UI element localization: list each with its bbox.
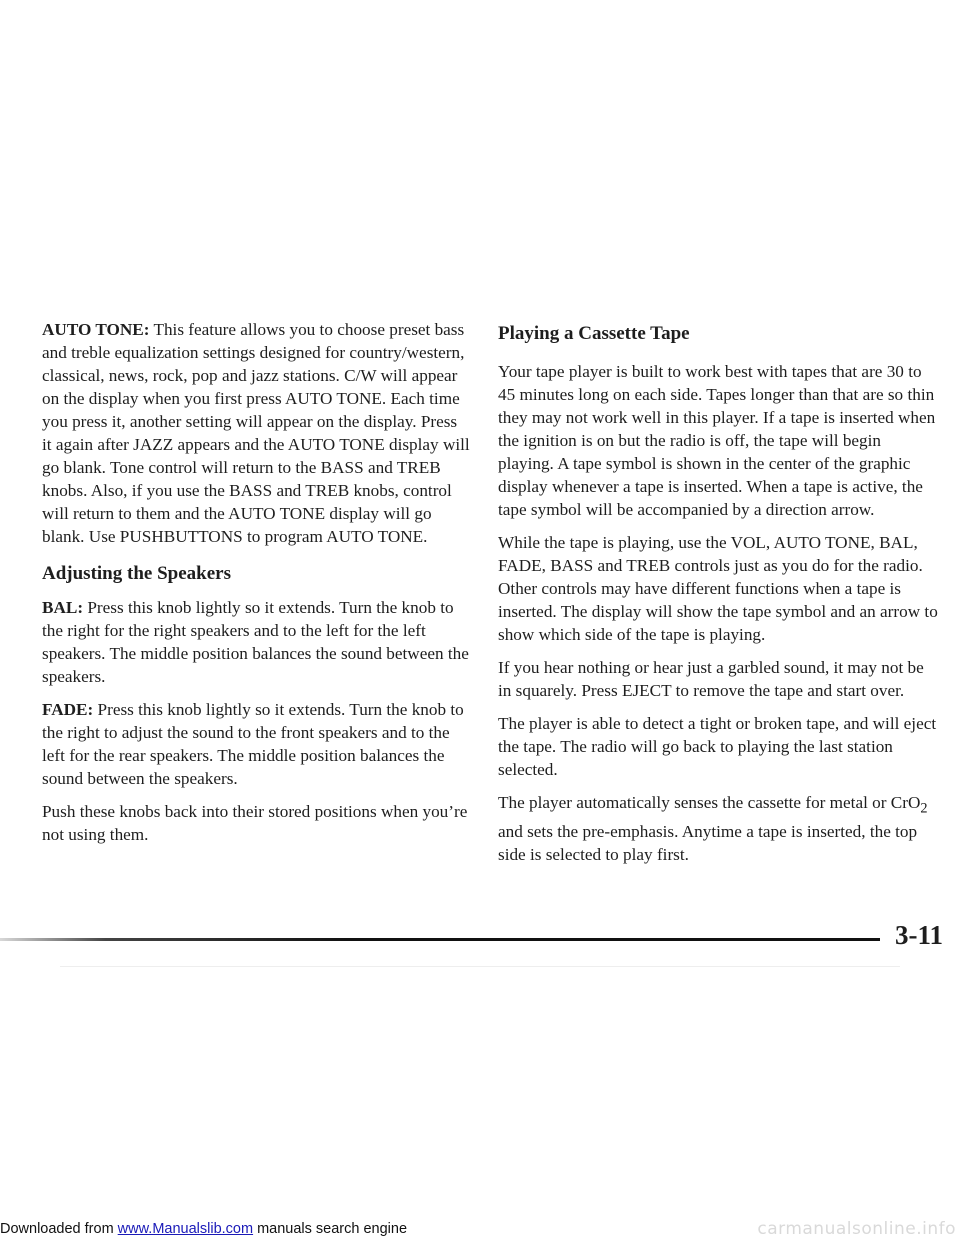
fade-paragraph [42, 698, 470, 790]
cassette-paragraph-4: The player is able to detect a tight or broken tape, and will eject the tape. The radio will go back to playing the last station selected. [498, 714, 937, 779]
fade-term: FADE: [42, 700, 94, 719]
bal-paragraph [42, 596, 470, 688]
cassette-paragraph-1: Your tape player is built to work best with tapes that are 30 to 45 minutes long on each side. Tapes longer than that are so thin they may not work well in this player. If a tape is inserted when the ignition is on but the radio is off, the tape will begin playing. A tape symbol is shown in the center of the graphic display whenever a tape is inserted. When a tape is active, the tape symbol will be accompanied by a direction arrow. [498, 362, 936, 519]
fade-text: Press this knob lightly so it extends. Turn the knob to the right to adjust the sound to the front speakers and to the left for the rear speakers. The middle position balances the sound between the speakers. [42, 700, 464, 788]
auto-tone-term: AUTO TONE: [42, 320, 150, 339]
auto-tone-text: This feature allows you to choose preset bass and treble equalization settings designed for country/western, classical, news, rock, pop and jazz stations. C/W will appear on the display when you first press AUTO TONE. Each time you press it, another setting will appear on the display. Press it again after JAZZ appears and the AUTO TONE display will go blank. Tone control will return to the BASS and TREB knobs. Also, if you use the BASS and TREB knobs, control will return to them and the AUTO TONE display will go blank. Use PUSHBUTTONS to program AUTO TONE. [42, 320, 470, 546]
cassette-paragraph-3: If you hear nothing or hear just a garbled sound, it may not be in squarely. Press EJECT to remove the tape and start over. [498, 658, 924, 700]
scan-line [60, 966, 900, 967]
download-footer [0, 1218, 960, 1240]
cassette-paragraph-5-b: and sets the pre-emphasis. Anytime a tape is inserted, the top side is selected to play first. [498, 822, 918, 865]
footer-prefix: Downloaded from [0, 1221, 118, 1237]
push-back-paragraph: Push these knobs back into their stored positions when you’re not using them. [42, 802, 468, 844]
page-number: 3-11 [895, 920, 944, 950]
watermark: carmanualsonline.info [757, 1219, 956, 1239]
bal-term: BAL: [42, 598, 84, 617]
cro2-subscript: 2 [920, 800, 928, 817]
cassette-paragraph-2: While the tape is playing, use the VOL, AUTO TONE, BAL, FADE, BASS and TREB controls just as you do for the radio. Other controls may have different functions when a tape is inserted. The display will show the tape symbol and an arrow to show which side of the tape is playing. [498, 533, 938, 644]
page-rule [0, 938, 880, 941]
cassette-heading: Playing a Cassette Tape [498, 323, 690, 344]
footer-suffix: manuals search engine [253, 1221, 408, 1237]
right-column [498, 318, 940, 876]
left-column [42, 318, 470, 856]
cassette-paragraph-5-a: The player automatically senses the cassette for metal or CrO [498, 793, 921, 812]
auto-tone-paragraph [42, 318, 470, 548]
manualslib-link[interactable]: www.Manualslib.com [117, 1221, 254, 1237]
speakers-heading: Adjusting the Speakers [42, 563, 231, 584]
cassette-paragraph-5 [498, 791, 940, 866]
bal-text: Press this knob lightly so it extends. Turn the knob to the right for the right speakers and to the left for the left speakers. The middle position balances the sound between the speakers. [42, 598, 469, 686]
